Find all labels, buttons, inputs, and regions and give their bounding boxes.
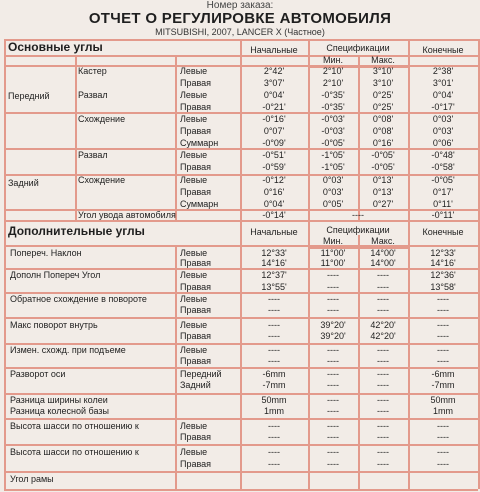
- additional-row-final: ----: [437, 331, 449, 341]
- additional-row-initial: -6mm: [262, 369, 286, 379]
- basic-row-group: Схождение: [78, 175, 126, 185]
- additional-row-max: ----: [377, 369, 389, 379]
- additional-row-max: ----: [377, 356, 389, 366]
- basic-row-initial: 0°04': [263, 199, 285, 209]
- basic-row-max: 0°25': [372, 102, 394, 112]
- additional-row-min: ----: [327, 305, 339, 315]
- basic-row-min: -0°35': [321, 90, 345, 100]
- additional-row-initial: ----: [268, 459, 280, 469]
- basic-row-side: Левые: [180, 90, 208, 100]
- additional-row-initial: 12°33': [261, 248, 287, 258]
- additional-row-max: ----: [377, 282, 389, 292]
- additional-row-max: ----: [377, 459, 389, 469]
- additional-row-label: Разница ширины колеи: [10, 395, 108, 405]
- basic-row-min: 0°03': [322, 187, 344, 197]
- additional-row-label: Высота шасси по отношению к: [10, 421, 139, 431]
- basic-row-initial: -0°16': [262, 114, 286, 124]
- additional-angles-title: Дополнительные углы: [8, 224, 145, 238]
- additional-row-initial: ----: [268, 447, 280, 457]
- additional-row-max: ----: [377, 294, 389, 304]
- thrust-spec: ----: [352, 210, 364, 220]
- additional-row-final: ----: [437, 356, 449, 366]
- basic-row-max: 0°27': [372, 199, 394, 209]
- additional-row-min: 11°00': [320, 258, 346, 268]
- additional-row-max: ----: [377, 432, 389, 442]
- basic-row-min: -1°05': [321, 162, 345, 172]
- additional-row-label: Разворот оси: [10, 369, 66, 379]
- basic-row-initial: 0°04': [263, 90, 285, 100]
- additional-row-final: -7mm: [431, 380, 455, 390]
- basic-row-final: -0°48': [431, 150, 455, 160]
- additional-row-max: 14°00': [370, 258, 396, 268]
- basic-angles-title: Основные углы: [8, 40, 103, 54]
- basic-row-min: 2°10': [322, 66, 344, 76]
- grid-line: [4, 39, 6, 489]
- thrust-angle-label: Угол увода автомобиля: [78, 210, 176, 220]
- additional-row-final: 12°36': [430, 270, 456, 280]
- col-specs-header-2: Спецификации: [326, 225, 390, 235]
- basic-row-initial: -0°51': [262, 150, 286, 160]
- additional-row-final: ----: [437, 294, 449, 304]
- additional-row-initial: ----: [268, 421, 280, 431]
- additional-row-final: ----: [437, 421, 449, 431]
- col-final-header-2: Конечные: [422, 227, 464, 237]
- basic-row-side: Суммарн: [180, 138, 219, 148]
- additional-row-min: ----: [327, 432, 339, 442]
- additional-row-label: Макс поворот внутрь: [10, 320, 98, 330]
- additional-row-max: ----: [377, 447, 389, 457]
- thrust-final: -0°11': [431, 210, 455, 220]
- basic-row-group: Развал: [78, 90, 108, 100]
- col-final-header: Конечные: [422, 45, 464, 55]
- basic-row-side: Правая: [180, 78, 212, 88]
- additional-row-max: ----: [377, 380, 389, 390]
- basic-row-side: Левые: [180, 175, 208, 185]
- basic-row-final: 3°01': [432, 78, 454, 88]
- additional-row-min: ----: [327, 459, 339, 469]
- basic-row-final: 0°03': [432, 126, 454, 136]
- basic-row-max: 0°25': [372, 90, 394, 100]
- additional-row-min: ----: [327, 395, 339, 405]
- additional-row-min: ----: [327, 345, 339, 355]
- basic-row-side: Правая: [180, 187, 212, 197]
- basic-row-final: -0°58': [431, 162, 455, 172]
- basic-row-min: 2°10': [322, 78, 344, 88]
- additional-row-min: ----: [327, 406, 339, 416]
- additional-row-min: ----: [327, 282, 339, 292]
- additional-row-side: Левые: [180, 320, 208, 330]
- additional-row-max: 42°20': [370, 331, 396, 341]
- additional-row-initial: 50mm: [261, 395, 287, 405]
- additional-row-initial: 12°37': [261, 270, 287, 280]
- basic-row-initial: 3°07': [263, 78, 285, 88]
- basic-row-min: -0°03': [321, 114, 345, 124]
- basic-row-min: -1°05': [321, 150, 345, 160]
- grid-line: [478, 39, 480, 489]
- basic-row-max: -0°05': [371, 150, 395, 160]
- basic-row-final: 2°38': [432, 66, 454, 76]
- basic-row-min: -0°03': [321, 126, 345, 136]
- additional-row-side: Правая: [180, 356, 212, 366]
- col-min-header-2: Мин.: [323, 236, 343, 246]
- additional-row-initial: ----: [268, 356, 280, 366]
- basic-row-initial: -0°59': [262, 162, 286, 172]
- additional-row-final: ----: [437, 459, 449, 469]
- additional-row-label: Измен. схожд. при подъеме: [10, 345, 126, 355]
- basic-row-side: Левые: [180, 150, 208, 160]
- additional-row-initial: 14°16': [261, 258, 287, 268]
- basic-row-initial: 0°16': [263, 187, 285, 197]
- additional-row-side: Правая: [180, 459, 212, 469]
- additional-row-side: Задний: [180, 380, 211, 390]
- basic-row-max: 0°13': [372, 187, 394, 197]
- grid-line: [4, 489, 478, 491]
- additional-row-initial: -7mm: [262, 380, 286, 390]
- basic-row-initial: 2°42': [263, 66, 285, 76]
- additional-row-initial: ----: [268, 345, 280, 355]
- basic-row-min: -0°05': [321, 138, 345, 148]
- additional-row-final: ----: [437, 320, 449, 330]
- basic-row-side: Суммарн: [180, 199, 219, 209]
- basic-row-group: Схождение: [78, 114, 126, 124]
- basic-row-initial: -0°12': [262, 175, 286, 185]
- basic-row-max: 3°10': [372, 66, 394, 76]
- additional-row-max: 14°00': [370, 248, 396, 258]
- basic-row-final: -0°05': [431, 175, 455, 185]
- additional-row-final: 14°16': [430, 258, 456, 268]
- basic-row-final: 0°06': [432, 138, 454, 148]
- additional-row-min: ----: [327, 356, 339, 366]
- additional-row-max: 42°20': [370, 320, 396, 330]
- additional-row-final: ----: [437, 447, 449, 457]
- additional-row-final: ----: [437, 345, 449, 355]
- basic-row-side: Правая: [180, 162, 212, 172]
- additional-row-side: Правая: [180, 258, 212, 268]
- thrust-initial: -0°14': [262, 210, 286, 220]
- grid-line: [175, 245, 177, 489]
- basic-row-max: 0°08': [372, 126, 394, 136]
- additional-row-initial: ----: [268, 432, 280, 442]
- additional-row-label: Дополн Попереч Угол: [10, 270, 101, 280]
- additional-row-max: ----: [377, 345, 389, 355]
- order-number-label: Номер заказа:: [206, 0, 274, 11]
- vehicle-info: MITSUBISHI, 2007, LANCER X (Частное): [155, 27, 325, 37]
- basic-row-max: -0°05': [371, 162, 395, 172]
- additional-row-min: ----: [327, 447, 339, 457]
- additional-row-side: Левые: [180, 421, 208, 431]
- additional-row-side: Правая: [180, 331, 212, 341]
- additional-row-max: ----: [377, 421, 389, 431]
- basic-row-min: 0°05': [322, 199, 344, 209]
- additional-row-side: Левые: [180, 294, 208, 304]
- additional-row-side: Левые: [180, 270, 208, 280]
- basic-row-final: 0°03': [432, 114, 454, 124]
- additional-row-min: ----: [327, 270, 339, 280]
- col-initial-header: Начальные: [250, 45, 298, 55]
- additional-row-min: 39°20': [320, 320, 346, 330]
- basic-row-group: Кастер: [78, 66, 107, 76]
- basic-row-max: 0°16': [372, 138, 394, 148]
- additional-row-final: 12°33': [430, 248, 456, 258]
- additional-row-side: Левые: [180, 447, 208, 457]
- col-specs-header: Спецификации: [326, 43, 390, 53]
- additional-row-label: Угол рамы: [10, 474, 54, 484]
- basic-row-final: 0°11': [433, 199, 453, 209]
- report-title: ОТЧЕТ О РЕГУЛИРОВКЕ АВТОМОБИЛЯ: [88, 10, 392, 27]
- basic-row-side: Левые: [180, 114, 208, 124]
- additional-row-final: 1mm: [433, 406, 453, 416]
- basic-row-initial: -0°21': [262, 102, 286, 112]
- basic-row-final: 0°17': [432, 187, 454, 197]
- additional-row-final: ----: [437, 305, 449, 315]
- basic-row-max: 3°10': [372, 78, 394, 88]
- basic-row-initial: -0°09': [262, 138, 286, 148]
- additional-row-final: -6mm: [431, 369, 455, 379]
- additional-row-label: Обратное схождение в повороте: [10, 294, 147, 304]
- additional-row-min: ----: [327, 380, 339, 390]
- additional-row-initial: ----: [268, 305, 280, 315]
- additional-row-min: ----: [327, 294, 339, 304]
- additional-row-min: ----: [327, 369, 339, 379]
- basic-row-min: -0°35': [321, 102, 345, 112]
- additional-row-side: Правая: [180, 282, 212, 292]
- basic-row-side: Правая: [180, 102, 212, 112]
- col-max-header-2: Макс.: [371, 236, 395, 246]
- additional-row-max: ----: [377, 270, 389, 280]
- additional-row-label: Разница колесной базы: [10, 406, 109, 416]
- additional-row-final: 13°58': [430, 282, 456, 292]
- basic-row-side: Левые: [180, 66, 208, 76]
- col-initial-header-2: Начальные: [250, 227, 298, 237]
- additional-row-initial: ----: [268, 331, 280, 341]
- basic-row-initial: 0°07': [263, 126, 285, 136]
- basic-row-min: 0°03': [322, 175, 344, 185]
- additional-row-final: 50mm: [430, 395, 456, 405]
- additional-row-initial: ----: [268, 320, 280, 330]
- grid-line: [175, 55, 177, 220]
- additional-row-min: 39°20': [320, 331, 346, 341]
- basic-row-max: 0°13': [372, 175, 394, 185]
- additional-row-min: 11°00': [320, 248, 346, 258]
- additional-row-min: ----: [327, 421, 339, 431]
- basic-row-final: -0°17': [431, 102, 455, 112]
- additional-row-side: Правая: [180, 432, 212, 442]
- additional-row-max: ----: [377, 305, 389, 315]
- additional-row-side: Левые: [180, 345, 208, 355]
- front-axle-label: Передний: [8, 91, 50, 101]
- basic-row-side: Правая: [180, 126, 212, 136]
- additional-row-initial: ----: [268, 294, 280, 304]
- additional-row-label: Попереч. Наклон: [10, 248, 82, 258]
- col-max-header: Макс.: [371, 55, 395, 65]
- col-min-header: Мин.: [323, 55, 343, 65]
- additional-row-max: ----: [377, 406, 389, 416]
- basic-row-final: 0°04': [432, 90, 454, 100]
- rear-axle-label: Задний: [8, 178, 39, 188]
- grid-line: [75, 55, 77, 220]
- additional-row-initial: 1mm: [264, 406, 284, 416]
- additional-row-max: ----: [377, 395, 389, 405]
- basic-row-group: Развал: [78, 150, 108, 160]
- additional-row-side: Левые: [180, 248, 208, 258]
- additional-row-label: Высота шасси по отношению к: [10, 447, 139, 457]
- additional-row-side: Правая: [180, 305, 212, 315]
- additional-row-side: Передний: [180, 369, 222, 379]
- additional-row-final: ----: [437, 432, 449, 442]
- additional-row-initial: 13°55': [261, 282, 287, 292]
- basic-row-max: 0°08': [372, 114, 394, 124]
